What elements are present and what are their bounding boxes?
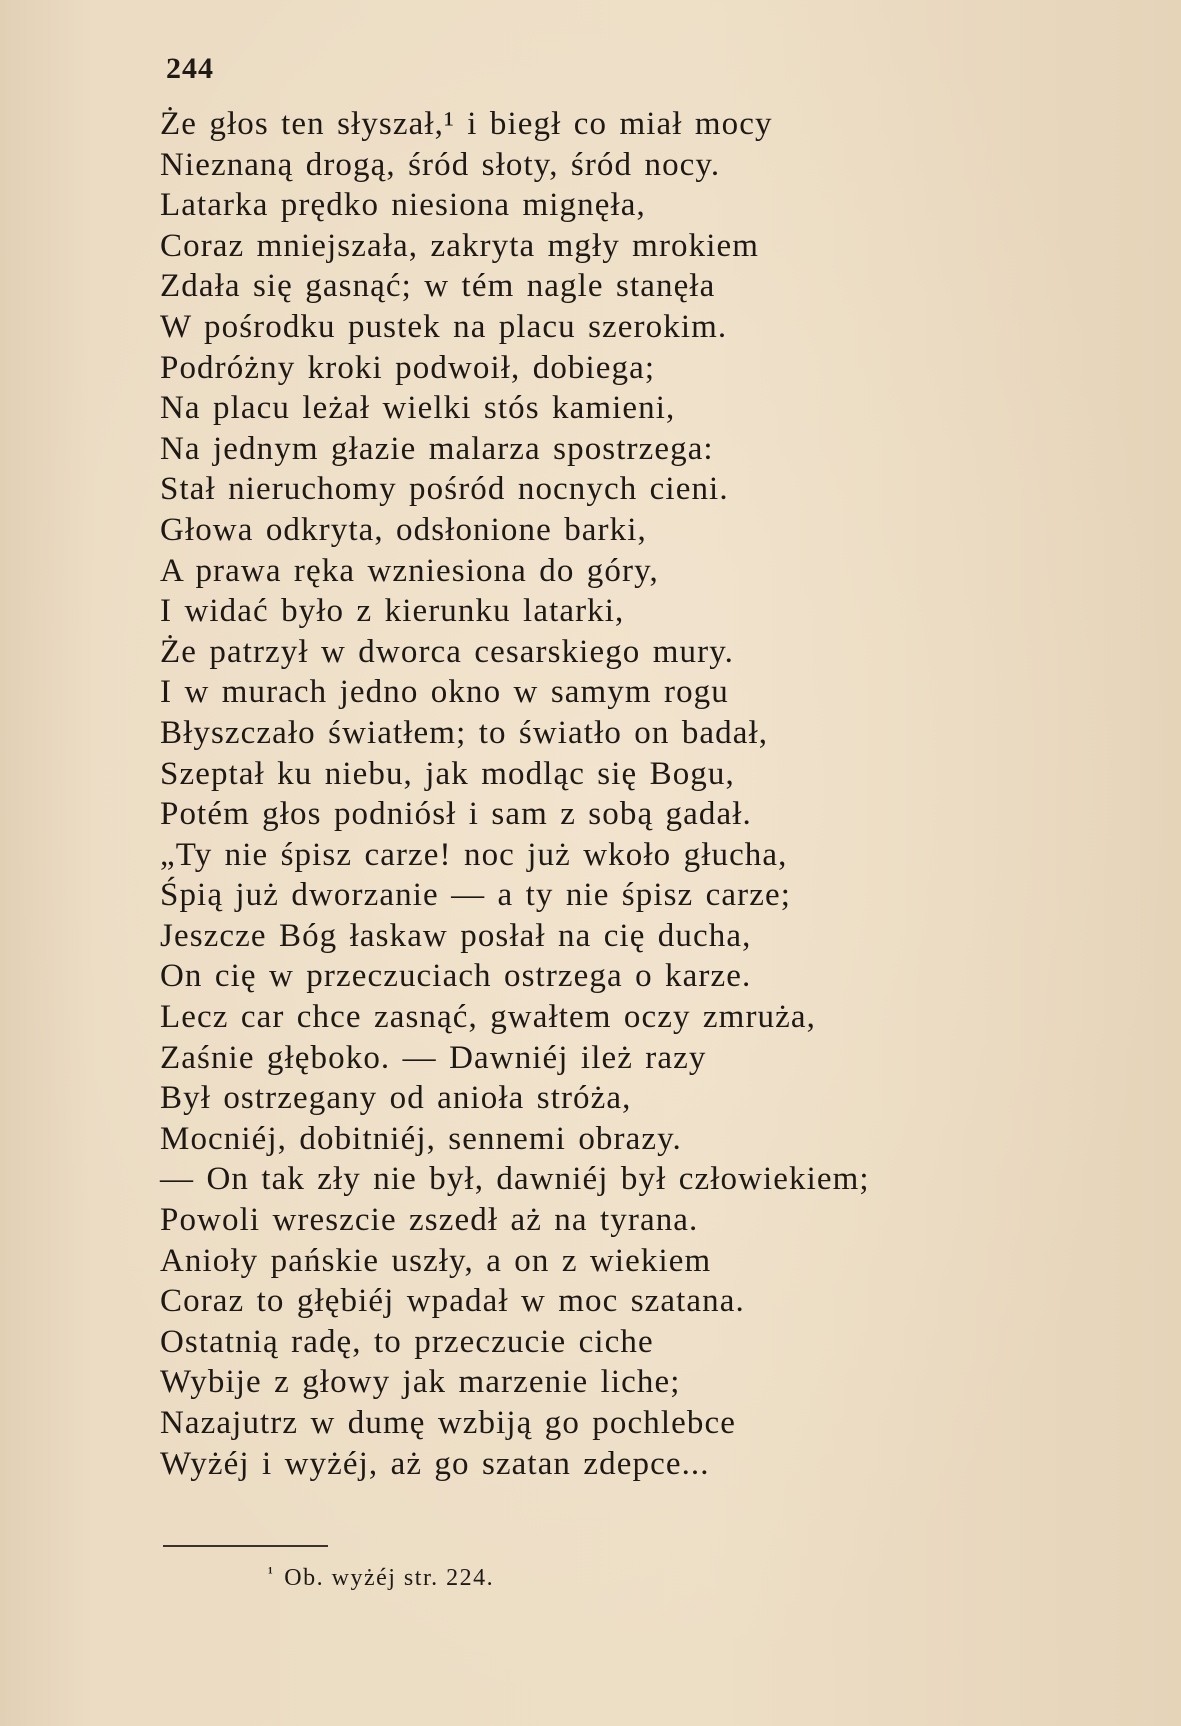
footnote-text: Ob. wyżéj str. 224. xyxy=(284,1565,495,1591)
poem-line: Nazajutrz w dumę wzbiją go pochlebce xyxy=(160,1405,736,1441)
poem-line: Że głos ten słyszał,¹ i biegł co miał mocy xyxy=(160,106,773,142)
poem-line: Wybije z głowy jak marzenie liche; xyxy=(160,1364,681,1401)
poem-line: Na jednym głazie malarza spostrzega: xyxy=(160,430,714,467)
poem-line: I w murach jedno okno w samym rogu xyxy=(160,674,729,711)
poem-line: Głowa odkryta, odsłonione barki, xyxy=(160,511,647,548)
poem-line: Szeptał ku niebu, jak modląc się Bogu, xyxy=(160,755,735,792)
poem-line: Lecz car chce zasnąć, gwałtem oczy zmruża, xyxy=(160,999,816,1036)
poem-text xyxy=(160,104,1060,1484)
poem-line: Zdała się gasnąć; w tém nagle stanęła xyxy=(160,268,716,305)
footnote-mark: ¹ xyxy=(268,1565,275,1582)
poem-line: Zaśnie głęboko. — Dawniéj ileż razy xyxy=(160,1039,707,1076)
poem-line: Mocniéj, dobitniéj, sennemi obrazy. xyxy=(160,1120,682,1157)
poem-line: Latarka prędko niesiona mignęła, xyxy=(160,187,646,224)
poem-line: On cię w przeczuciach ostrzega o karze. xyxy=(160,958,752,995)
poem-line: „Ty nie śpisz carze! noc już wkoło głucha, xyxy=(160,836,788,873)
poem-line: Powoli wreszcie zszedł aż na tyrana. xyxy=(160,1202,699,1239)
footnote-divider xyxy=(163,1545,328,1547)
poem-line: Potém głos podniósł i sam z sobą gadał. xyxy=(160,796,752,833)
page-number: 244 xyxy=(166,52,214,85)
poem-line: Nieznaną drogą, śród słoty, śród nocy. xyxy=(160,146,721,183)
poem-line: Że patrzył w dworca cesarskiego mury. xyxy=(160,633,735,670)
poem-line: Coraz to głębiéj wpadał w moc szatana. xyxy=(160,1283,745,1320)
poem-line: Wyżéj i wyżéj, aż go szatan zdepce... xyxy=(160,1445,710,1482)
poem-line: — On tak zły nie był, dawniéj był człowiekiem; xyxy=(160,1161,870,1198)
poem-line: Błyszczało światłem; to światło on badał, xyxy=(160,714,769,751)
poem-line: Coraz mniejszała, zakryta mgły mrokiem xyxy=(160,227,760,264)
poem-line: W pośrodku pustek na placu szerokim. xyxy=(160,308,728,345)
poem-line: Był ostrzegany od anioła stróża, xyxy=(160,1080,632,1117)
poem-line: Na placu leżał wielki stós kamieni, xyxy=(160,390,676,427)
poem-line: I widać było z kierunku latarki, xyxy=(160,593,625,630)
poem-line: Anioły pańskie uszły, a on z wiekiem xyxy=(160,1242,712,1279)
poem-line: Podróżny kroki podwoił, dobiega; xyxy=(160,349,656,386)
poem-line: A prawa ręka wzniesiona do góry, xyxy=(160,552,659,589)
footnote xyxy=(268,1565,494,1592)
poem-line: Śpią już dworzanie — a ty nie śpisz carze; xyxy=(160,877,791,914)
poem-line: Ostatnią radę, to przeczucie ciche xyxy=(160,1323,654,1360)
poem-line: Stał nieruchomy pośród nocnych cieni. xyxy=(160,471,729,508)
poem-line: Jeszcze Bóg łaskaw posłał na cię ducha, xyxy=(160,917,752,954)
